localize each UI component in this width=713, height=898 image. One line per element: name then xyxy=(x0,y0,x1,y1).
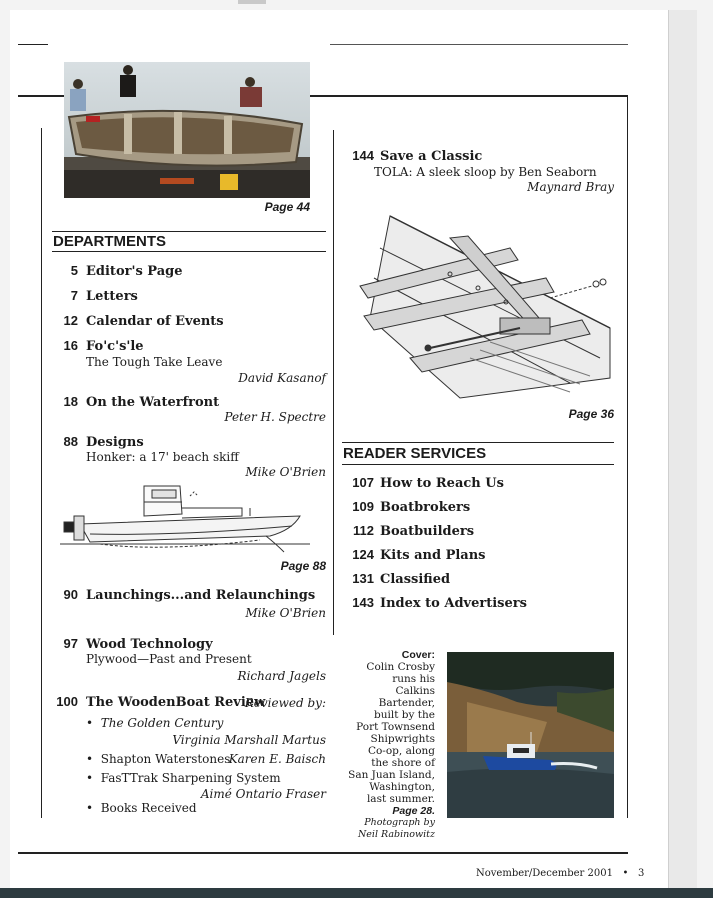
dept-num: 5 xyxy=(70,263,78,278)
dept-subtitle: Honker: a 17' beach skiff xyxy=(86,450,239,464)
cover-photo xyxy=(447,652,614,818)
column-divider xyxy=(333,130,334,635)
cover-line: Co-op, along xyxy=(367,745,435,757)
skiff-caption: Page 88 xyxy=(280,559,326,573)
reader-services-top-rule xyxy=(342,442,614,443)
dept-entry[interactable] xyxy=(50,434,144,450)
service-title: Classified xyxy=(380,572,451,587)
cover-line: Shipwrights xyxy=(370,733,435,745)
dept-author: Richard Jagels xyxy=(237,669,326,683)
bullet-icon: • xyxy=(86,716,94,730)
review-item[interactable] xyxy=(86,771,281,785)
bullet-icon: • xyxy=(86,752,94,766)
cover-label: Cover: xyxy=(401,649,435,661)
dept-author: David Kasanof xyxy=(238,371,326,385)
cover-line: Port Townsend xyxy=(356,721,435,733)
service-title: Kits and Plans xyxy=(380,548,486,563)
review-item-reviewer: Karen E. Baisch xyxy=(228,752,326,766)
dept-num: 97 xyxy=(63,636,78,651)
dept-title: Editor's Page xyxy=(86,264,183,279)
reviewed-by-label: Reviewed by: xyxy=(244,696,326,710)
top-rule-main xyxy=(330,44,628,45)
dept-entry[interactable] xyxy=(50,636,213,652)
review-item-title: Books Received xyxy=(100,801,197,815)
review-item-title: The Golden Century xyxy=(100,716,224,730)
dept-title: On the Waterfront xyxy=(86,395,220,410)
skiff-drawing xyxy=(60,478,312,560)
dept-title: Wood Technology xyxy=(86,637,213,652)
departments-heading: DEPARTMENTS xyxy=(53,233,167,250)
dept-title: Launchings...and Relaunchings xyxy=(86,588,316,603)
cover-line: last summer. xyxy=(366,793,435,805)
dept-author: Mike O'Brien xyxy=(245,465,326,479)
reader-service-entry[interactable] xyxy=(346,523,474,539)
cover-line: Washington, xyxy=(369,781,435,793)
dept-subtitle: The Tough Take Leave xyxy=(86,355,223,369)
dept-entry[interactable] xyxy=(50,263,183,279)
cover-line: Calkins Bartender, xyxy=(378,685,435,709)
top-rule-left xyxy=(18,44,48,45)
review-item-reviewer: Virginia Marshall Martus xyxy=(172,733,326,747)
dept-author: Peter H. Spectre xyxy=(224,410,326,424)
feature-author: Maynard Bray xyxy=(527,180,614,194)
cover-credit-name: Neil Rabinowitz xyxy=(357,829,435,840)
bullet-icon: • xyxy=(86,801,94,815)
reader-service-entry[interactable] xyxy=(346,571,450,587)
review-title: The WoodenBoat Review xyxy=(86,695,266,710)
service-title: Index to Advertisers xyxy=(380,596,527,611)
dept-num: 88 xyxy=(63,434,78,449)
left-frame-line xyxy=(41,128,42,818)
review-item-title: Shapton Waterstones xyxy=(100,752,231,766)
dept-entry[interactable] xyxy=(50,394,219,410)
cover-line: San Juan Island, xyxy=(348,769,435,781)
top-scroll-mark xyxy=(238,0,266,4)
service-title: Boatbrokers xyxy=(380,500,471,515)
cover-caption xyxy=(340,649,435,841)
review-item[interactable] xyxy=(86,752,230,766)
header-rule-right xyxy=(310,95,628,97)
reader-service-entry[interactable] xyxy=(346,547,486,563)
hull-drawing-caption: Page 36 xyxy=(568,407,614,421)
boat-photo xyxy=(64,62,310,198)
service-title: Boatbuilders xyxy=(380,524,475,539)
hull-construction-drawing xyxy=(350,208,614,406)
feature-num: 144 xyxy=(352,148,374,163)
dept-entry[interactable] xyxy=(50,338,144,354)
footer-bullet: • xyxy=(622,868,629,879)
cover-line: Colin Crosby xyxy=(366,661,435,673)
feature-subtitle: TOLA: A sleek sloop by Ben Seaborn xyxy=(374,165,597,179)
service-num: 107 xyxy=(352,475,374,490)
boat-photo-caption: Page 44 xyxy=(264,200,310,214)
dept-entry[interactable] xyxy=(50,313,224,329)
dept-num: 7 xyxy=(70,288,78,303)
footer xyxy=(476,868,644,879)
reader-service-entry[interactable] xyxy=(346,595,527,611)
right-frame-line xyxy=(627,96,628,818)
cover-line: the shore of xyxy=(371,757,435,769)
dept-author: Mike O'Brien xyxy=(245,606,326,620)
page-edge-shadow xyxy=(668,10,697,888)
dept-entry[interactable] xyxy=(50,587,315,603)
dept-num: 16 xyxy=(63,338,78,353)
departments-top-rule xyxy=(52,231,326,232)
cover-line: runs his xyxy=(392,673,435,685)
review-item-reviewer: Aimé Ontario Fraser xyxy=(200,787,326,801)
reader-services-heading: READER SERVICES xyxy=(343,445,487,462)
departments-bottom-rule xyxy=(52,251,326,252)
bottom-frame-rule xyxy=(18,852,628,854)
dept-title: Calendar of Events xyxy=(86,314,224,329)
review-item[interactable] xyxy=(86,801,197,815)
service-num: 124 xyxy=(352,547,374,562)
cover-credit: Photograph by xyxy=(364,817,435,828)
cover-line: built by the xyxy=(374,709,435,721)
page-number: 3 xyxy=(637,868,645,879)
dept-title: Letters xyxy=(86,289,138,304)
dept-num: 12 xyxy=(63,313,78,328)
service-title: How to Reach Us xyxy=(380,476,504,491)
dept-subtitle: Plywood—Past and Present xyxy=(86,652,252,666)
cover-page: Page 28. xyxy=(392,805,435,817)
feature-title: Save a Classic xyxy=(380,149,483,164)
service-num: 112 xyxy=(353,523,374,538)
dept-title: Designs xyxy=(86,435,144,450)
reader-service-entry[interactable] xyxy=(346,475,504,491)
dept-num: 90 xyxy=(63,587,78,602)
dept-entry[interactable] xyxy=(50,288,138,304)
review-item-title: FasTTrak Sharpening System xyxy=(100,771,281,785)
service-num: 109 xyxy=(352,499,374,514)
dept-num: 18 xyxy=(63,394,78,409)
reader-services-bottom-rule xyxy=(342,464,614,465)
service-num: 131 xyxy=(352,571,374,586)
dept-title: Fo'c's'le xyxy=(86,339,144,354)
bullet-icon: • xyxy=(86,771,94,785)
feature-entry[interactable] xyxy=(346,148,482,164)
review-item[interactable] xyxy=(86,716,223,730)
review-num: 100 xyxy=(56,694,78,709)
issue-date: November/December 2001 xyxy=(476,868,613,879)
reader-service-entry[interactable] xyxy=(346,499,470,515)
header-rule xyxy=(18,95,64,97)
viewer-bottom-bar xyxy=(0,888,713,898)
service-num: 143 xyxy=(352,595,374,610)
